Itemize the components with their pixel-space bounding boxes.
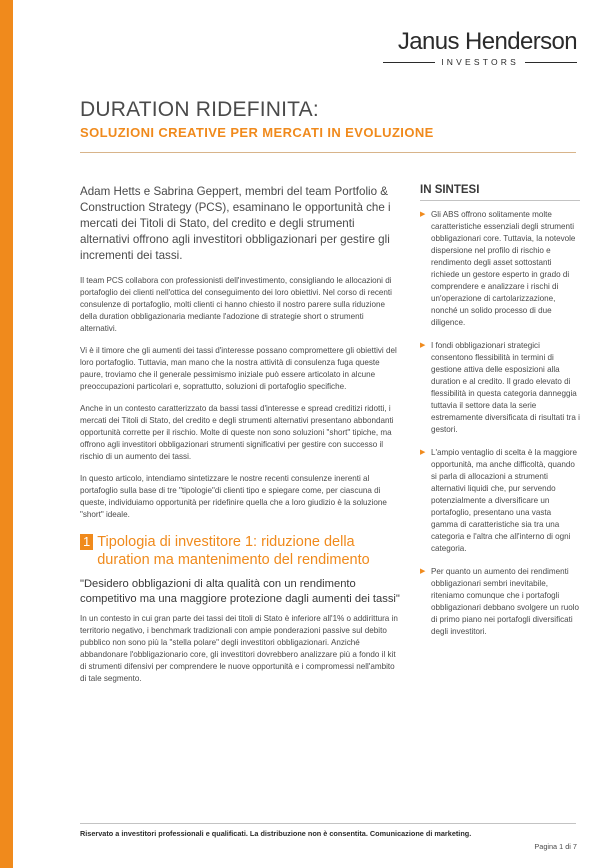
footer-divider (80, 823, 576, 824)
section-quote: "Desidero obbligazioni di alta qualità con un rendimento competitivo ma una maggiore protezione dagli aumenti dei tassi" (80, 578, 400, 605)
page-title: DURATION RIDEFINITA: (80, 98, 319, 121)
page-subtitle: SOLUZIONI CREATIVE PER MERCATI IN EVOLUZIONE (80, 125, 434, 140)
orange-side-bar (0, 0, 13, 868)
triangle-bullet-icon: ▶ (420, 449, 426, 456)
triangle-bullet-icon: ▶ (420, 568, 426, 575)
section-number-badge: 1 (80, 534, 93, 550)
section-body: In un contesto in cui gran parte dei tassi dei titoli di Stato è inferiore all'1% o addirittura in territorio negativo, i benchmark tradizionali con ampie ponderazioni passive sul debito pubblico non sono più la "stella polare" degli investitori obbligazionari. Anziché abbandonare l'obbligazionario core, gli investitori dovrebbero analizzare più a fondo il kit di strumenti difensivi per comprendere le nuove opportunità e i compromessi nell'ambito di tale segmento. (80, 614, 398, 683)
logo-rule-left (383, 62, 435, 63)
section-title: Tipologia di investitore 1: riduzione della duration ma mantenimento del rendimento (97, 534, 370, 568)
triangle-bullet-icon: ▶ (420, 211, 426, 218)
summary-sidebar (420, 184, 580, 649)
logo-subtitle (383, 57, 577, 67)
bullet-text: L'ampio ventaglio di scelta è la maggiore opportunità, ma anche difficoltà, quando si parla di allocazioni a strumenti alternativi liquidi che, pur servendo potenzialmente a diversificare un portafoglio, presentano una vasta gamma di caratteristiche sia tra una categoria e l'altra che all'interno di ogni categoria. (431, 448, 577, 553)
header-divider (80, 152, 576, 153)
janus-henderson-logo (383, 28, 577, 67)
summary-bullet (420, 209, 580, 329)
summary-title: IN SINTESI (420, 184, 580, 201)
main-column (80, 184, 402, 695)
body-paragraph: Anche in un contesto caratterizzato da bassi tassi d'interesse e spread creditizi ridotti, i mercati dei Titoli di Stato, del credito e degli strumenti alternativi presentano abbondanti opportunità corrette per il rischio. Molte di queste non sono soluzioni "short" tipiche, ma offrono agli investitori obbligazionari strumenti significativi per gestire con successo il rischio di un aumento dei tassi. (80, 404, 394, 461)
summary-bullet (420, 447, 580, 555)
bullet-text: I fondi obbligazionari strategici consentono flessibilità in termini di gestione attiva delle esposizioni alla duration e al credito. Il grado elevato di flessibilità in questa categoria danneggia tuttavia il settore data la serie estremamente diversificata di risultati tra i gestori. (431, 341, 580, 434)
logo-rule-right (525, 62, 577, 63)
body-paragraph: Vi è il timore che gli aumenti dei tassi d'interesse possano compromettere gli obiettivi del loro portafoglio. Tuttavia, man mano che la nostra attività di consulenza fuga queste paure, troviamo che il generale pessimismo iniziale può essere articolato in alcune preoccupazioni particolari e, soprattutto, soluzioni di portafoglio specifiche. (80, 346, 397, 391)
summary-bullet (420, 340, 580, 436)
bullet-text: Gli ABS offrono solitamente molte caratteristiche essenziali degli strumenti obbligazionari core. Tuttavia, la notevole dispersione nel profilo di rischio e rendimento degli asset sottostanti richiede un gestore esperto in grado di comprendere e analizzare i rischi di un'operazione di cartolarizzazione, nonché un solido processo di due diligence. (431, 210, 576, 327)
logo-sub-text: INVESTORS (441, 57, 519, 67)
intro-paragraph: Adam Hetts e Sabrina Geppert, membri del team Portfolio & Construction Strategy (PCS), esaminano le opportunità che i mercati dei Titoli di Stato, del credito e degli strumenti alternativi offrono agli investitori obbligazionari per gestire gli incrementi dei tassi. (80, 185, 391, 262)
section-1-heading (80, 533, 402, 569)
summary-bullet (420, 566, 580, 638)
bullet-text: Per quanto un aumento dei rendimenti obbligazionari sembri inevitabile, riteniamo comunque che i portafogli obbligazionari debbano svolgere un ruolo di primo piano nei portafogli diversificati degli investitori. (431, 567, 580, 636)
triangle-bullet-icon: ▶ (420, 342, 426, 349)
body-paragraph: In questo articolo, intendiamo sintetizzare le nostre recenti consulenze inerenti al portafoglio sulla base di tre "tipologie"di clienti tipo e spiegare come, per ciascuna di queste, individuiamo opportunità per ridefinire quella che a loro giudizio è la soluzione "short" ideale. (80, 474, 387, 519)
footer-disclaimer: Riservato a investitori professionali e qualificati. La distribuzione non è consentita. Comunicazione di marketing. (80, 829, 472, 838)
logo-name: Janus Henderson (397, 28, 577, 55)
page-number: Pagina 1 di 7 (534, 842, 577, 851)
body-paragraph: Il team PCS collabora con professionisti dell'investimento, consigliando le allocazioni di portafoglio dei clienti nell'ottica del conseguimento dei loro obiettivi. Nel corso di recenti consulenze di portafoglio, molti clienti ci hanno chiesto il nostro parere sulla riduzione della duration obbligazionaria mediante l'adozione di strategie short o strumenti alternativi. (80, 276, 392, 333)
